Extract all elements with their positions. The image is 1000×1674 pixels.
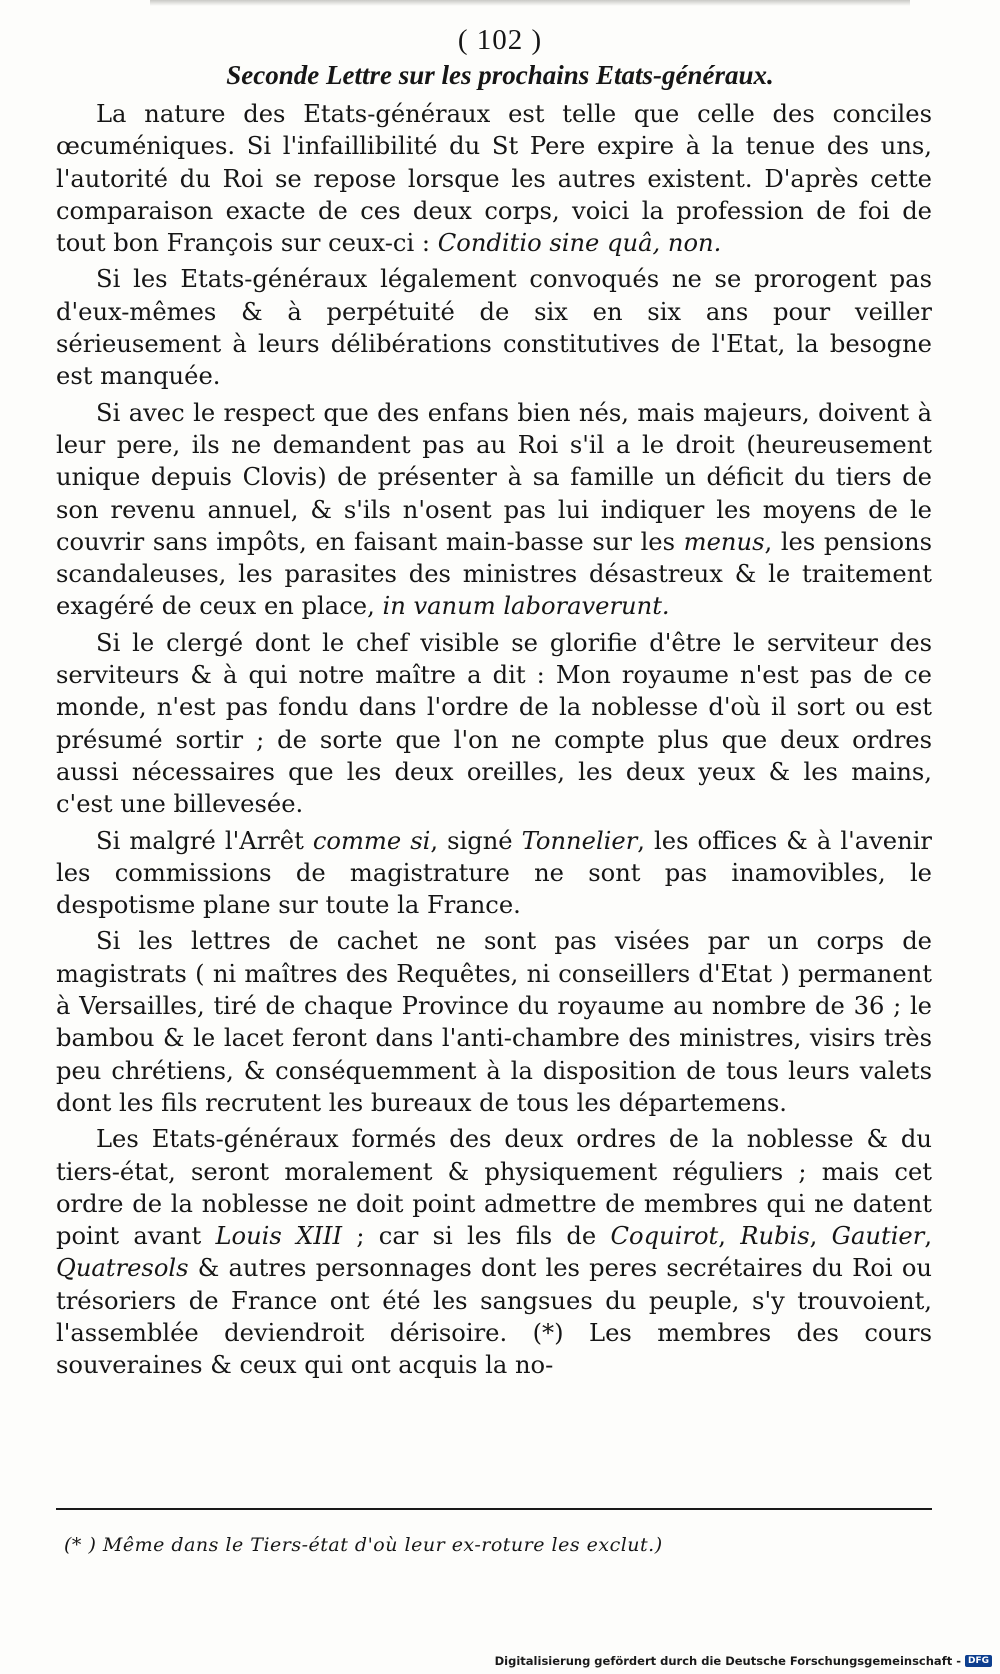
paragraph-7: [56, 1123, 932, 1381]
paragraph-6: [56, 925, 932, 1119]
latin-phrase: Conditio sine quâ, non.: [437, 229, 722, 258]
paragraph-text: Si les Etats-généraux légalement convoqués ne se prorogent pas d'eux-mêmes & à perpétuité de six en six ans pour veiller sérieusement à leurs délibérations constitutives de l'Etat, la besogne est manquée.: [56, 265, 932, 391]
paragraph-text: Les Etats-généraux formés des deux ordres de la noblesse & du tiers-état, seront moralement & physiquement réguliers ; mais cet ordre de la noblesse ne doit point admettre de membres qui ne datent point avant: [56, 1125, 932, 1251]
paragraph-text: , les pensions scandaleuses, les parasites des ministres désastreux & le traitement exagéré de ceux en place,: [56, 527, 932, 621]
italic-name: Gautier: [831, 1222, 925, 1251]
footnote: (* ) Même dans le Tiers-état d'où leur ex-roture les exclut.): [64, 1534, 663, 1556]
paragraph-text: Si avec le respect que des enfans bien nés, mais majeurs, doivent à leur pere, ils ne demandent pas au Roi s'il a le droit (heureusement unique depuis Clovis) de présenter à sa famille un déficit du tiers de son revenu annuel, & s'ils n'osent pas lui indiquer les moyens de le couvrir sans impôts, en faisant main-basse sur les: [56, 398, 932, 556]
paragraph-text: , les offices & à l'avenir les commissions de magistrature ne sont pas inamovibles, le despotisme plane sur toute la France.: [56, 826, 932, 920]
italic-term: menus: [683, 527, 765, 556]
paragraph-5: [56, 825, 932, 922]
credit-text: Digitalisierung gefördert durch die Deutsche Forschungsgemeinschaft -: [494, 1654, 961, 1668]
latin-phrase: in vanum laboraverunt.: [382, 592, 670, 621]
paragraph-1: [56, 98, 932, 259]
paragraph-text: ,: [924, 1222, 933, 1251]
page-number: ( 102 ): [457, 24, 543, 56]
paragraph-3: [56, 397, 932, 623]
italic-name: Louis XIII: [215, 1222, 343, 1251]
italic-name: Tonnelier: [521, 826, 638, 855]
paragraph-text: La nature des Etats-généraux est telle que celle des conciles œcuméniques. Si l'infaillibilité du St Pere expire à la tenue des uns, l'autorité du Roi se repose lorsque les autres existent. D'après cette comparaison exacte de ces deux corps, voici la profession de foi de tout bon François sur ceux-ci :: [56, 100, 932, 258]
paragraph-4: [56, 627, 932, 821]
digitization-credit: [495, 1654, 992, 1668]
scan-edge: [150, 0, 910, 6]
italic-name: Coquirot: [610, 1222, 719, 1251]
paragraph-text: & autres personnages dont les peres secrétaires du Roi ou trésoriers de France ont été les sangsues du peuple, s'y trouvoient, l'assemblée deviendroit dérisoire. (*) Les membres des cours souveraines & ceux qui ont acquis la no-: [56, 1254, 932, 1380]
paragraph-text: , signé: [430, 826, 522, 855]
page-title: Seconde Lettre sur les prochains Etats-généraux.: [226, 60, 774, 90]
italic-term: comme si: [312, 826, 431, 855]
paragraph-text: Si les lettres de cachet ne sont pas visées par un corps de magistrats ( ni maîtres des Requêtes, ni conseillers d'Etat ) permanent à Versailles, tiré de chaque Province du royaume au nombre de 36 ; le bambou & le lacet feront dans l'anti-chambre des ministres, visirs très peu chrétiens, & conséquemment à la disposition de tous leurs valets dont les fils recrutent les bureaux de tous les départemens.: [56, 927, 932, 1117]
footnote-rule: [56, 1508, 932, 1510]
paragraph-text: ,: [809, 1222, 832, 1251]
dfg-logo-icon: DFG: [965, 1655, 992, 1667]
paragraph-text: Si malgré l'Arrêt: [96, 826, 313, 855]
italic-name: Quatresols: [56, 1254, 189, 1283]
paragraph-text: ; car si les fils de: [342, 1222, 611, 1251]
body-text: [56, 98, 932, 1386]
italic-name: Rubis: [740, 1222, 810, 1251]
paragraph-text: ,: [718, 1222, 741, 1251]
paragraph-2: [56, 263, 932, 392]
paragraph-text: Si le clergé dont le chef visible se glorifie d'être le serviteur des serviteurs & à qui notre maître a dit : Mon royaume n'est pas de ce monde, n'est pas fondu dans l'ordre de la noblesse d'où il sort ou est présumé sortir ; de sorte que l'on ne compte plus que deux ordres aussi nécessaires que les deux oreilles, les deux yeux & les mains, c'est une billevesée.: [56, 628, 932, 819]
